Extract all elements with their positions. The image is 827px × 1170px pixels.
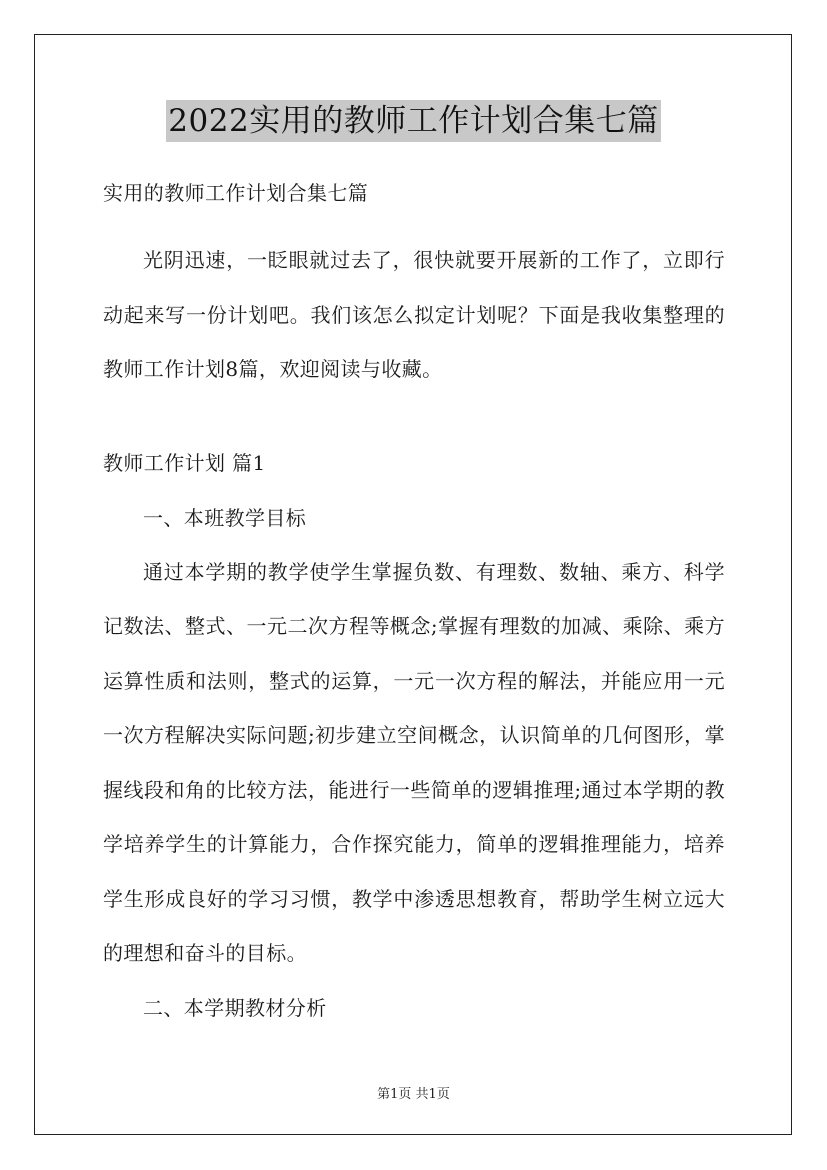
page-number: 第1页 共1页	[377, 1087, 450, 1102]
spacer	[103, 481, 725, 491]
document-title: 2022实用的教师工作计划合集七篇	[166, 100, 660, 142]
section-two-title: 二、本学期教材分析	[143, 995, 327, 1020]
spacer	[103, 397, 725, 445]
section-one-body: 通过本学期的教学使学生掌握负数、有理数、数轴、乘方、科学记数法、整式、一元二次方程等概念;掌握有理数的加减、乘除、乘方运算性质和法则，整式的运算，一元一次方程的解法，并能应用一元一次方程解决实际问题;初步建立空间概念，认识简单的几何图形，掌握线段和角的比较方法，能进行一些简单的逻辑推理;通过本学期的教学培养学生的计算能力，合作探究能力，简单的逻辑推理能力，培养学生形成良好的学习习惯，教学中渗透思想教育，帮助学生树立远大的理想和奋斗的目标。	[103, 559, 725, 965]
page-footer	[0, 1083, 827, 1102]
title-container	[0, 100, 827, 142]
section-one-title: 一、本班教学目标	[143, 505, 307, 530]
section-heading: 教师工作计划 篇1	[103, 450, 266, 475]
document-subtitle: 实用的教师工作计划合集七篇	[103, 181, 369, 205]
document-body	[103, 175, 725, 1035]
intro-paragraph: 光阴迅速，一眨眼就过去了，很快就要开展新的工作了，立即行动起来写一份计划吧。我们该怎么拟定计划呢？下面是我收集整理的教师工作计划8篇，欢迎阅读与收藏。	[103, 248, 725, 381]
